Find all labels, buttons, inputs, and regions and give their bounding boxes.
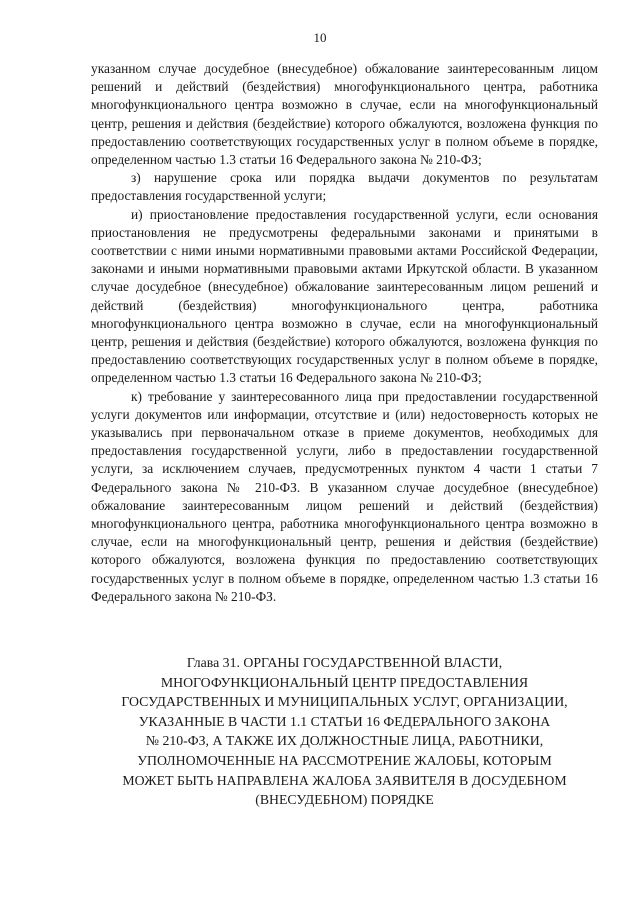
chapter-heading-line: Глава 31. ОРГАНЫ ГОСУДАРСТВЕННОЙ ВЛАСТИ, [186, 655, 503, 670]
chapter-heading-line: УКАЗАННЫЕ В ЧАСТИ 1.1 СТАТЬИ 16 ФЕДЕРАЛЬНОГО ЗАКОНА [138, 713, 551, 729]
chapter-heading [91, 653, 598, 810]
paragraph-continuation: указанном случае досудебное (внесудебное) обжалование заинтересованным лицом решений и действий (бездействия) многофункционального центра, работника многофункционального центра возможно в случае, если на многофункциональный центр, решения и действия (бездействие) которого обжалуются, возложена функция по предоставлению соответствующих государственных услуг в полном объеме в порядке, определенном частью 1.3 статьи 16 Федерального закона № 210-ФЗ; [91, 61, 598, 168]
page-number: 10 [313, 30, 327, 45]
chapter-heading-line: № 210-ФЗ, А ТАКЖЕ ИХ ДОЛЖНОСТНЫЕ ЛИЦА, РАБОТНИКИ, [145, 733, 544, 749]
chapter-heading-line: ГОСУДАРСТВЕННЫХ И МУНИЦИПАЛЬНЫХ УСЛУГ, ОРГАНИЗАЦИИ, [121, 694, 568, 710]
chapter-heading-line: УПОЛНОМОЧЕННЫЕ НА РАССМОТРЕНИЕ ЖАЛОБЫ, КОТОРЫМ [137, 752, 552, 768]
paragraph-item-z: з) нарушение срока или порядка выдачи документов по результатам предоставления государственной услуги; [91, 170, 598, 204]
paragraph-item-k: к) требование у заинтересованного лица при предоставлении государственной услуги документов или информации, отсутствие и (или) недостоверность которых не указывались при первоначальном отказе в приеме документов, необходимых для предоставления государственной услуги, либо в предоставлении государственной услуги, за исключением случаев, предусмотренных пунктом 4 части 1 статьи 7 Федерального закона № 210-ФЗ. В указанном случае досудебное (внесудебное) обжалование заинтересованным лицом решений и действий (бездействия) многофункционального центра, работника многофункционального центра возможно в случае, если на многофункциональный центр, решения и действия (бездействие) которого обжалуются, возложена функция по предоставлению соответствующих государственных услуг в полном объеме в порядке, определенном частью 1.3 статьи 16 Федерального закона № 210-ФЗ. [91, 388, 598, 604]
paragraph-item-i: и) приостановление предоставления государственной услуги, если основания приостановления не предусмотрены федеральными законами и принятыми в соответствии с ними иными нормативными правовыми актами Российской Федерации, законами и иными нормативными правовыми актами Иркутской области. В указанном случае досудебное (внесудебное) обжалование заинтересованным лицом решений и действий (бездействия) многофункционального центра, работника многофункционального центра возможно в случае, если на многофункциональный центр, решения и действия (бездействие) которого обжалуются, возложена функция по предоставлению соответствующих государственных услуг в полном объеме в порядке, определенном частью 1.3 статьи 16 Федерального закона № 210-ФЗ; [91, 206, 598, 386]
chapter-heading-line: МОЖЕТ БЫТЬ НАПРАВЛЕНА ЖАЛОБА ЗАЯВИТЕЛЯ В ДОСУДЕБНОМ [122, 772, 567, 788]
body-text [91, 60, 598, 606]
chapter-heading-line: МНОГОФУНКЦИОНАЛЬНЫЙ ЦЕНТР ПРЕДОСТАВЛЕНИЯ [160, 674, 529, 690]
chapter-heading-line: (ВНЕСУДЕБНОМ) ПОРЯДКЕ [255, 792, 434, 808]
